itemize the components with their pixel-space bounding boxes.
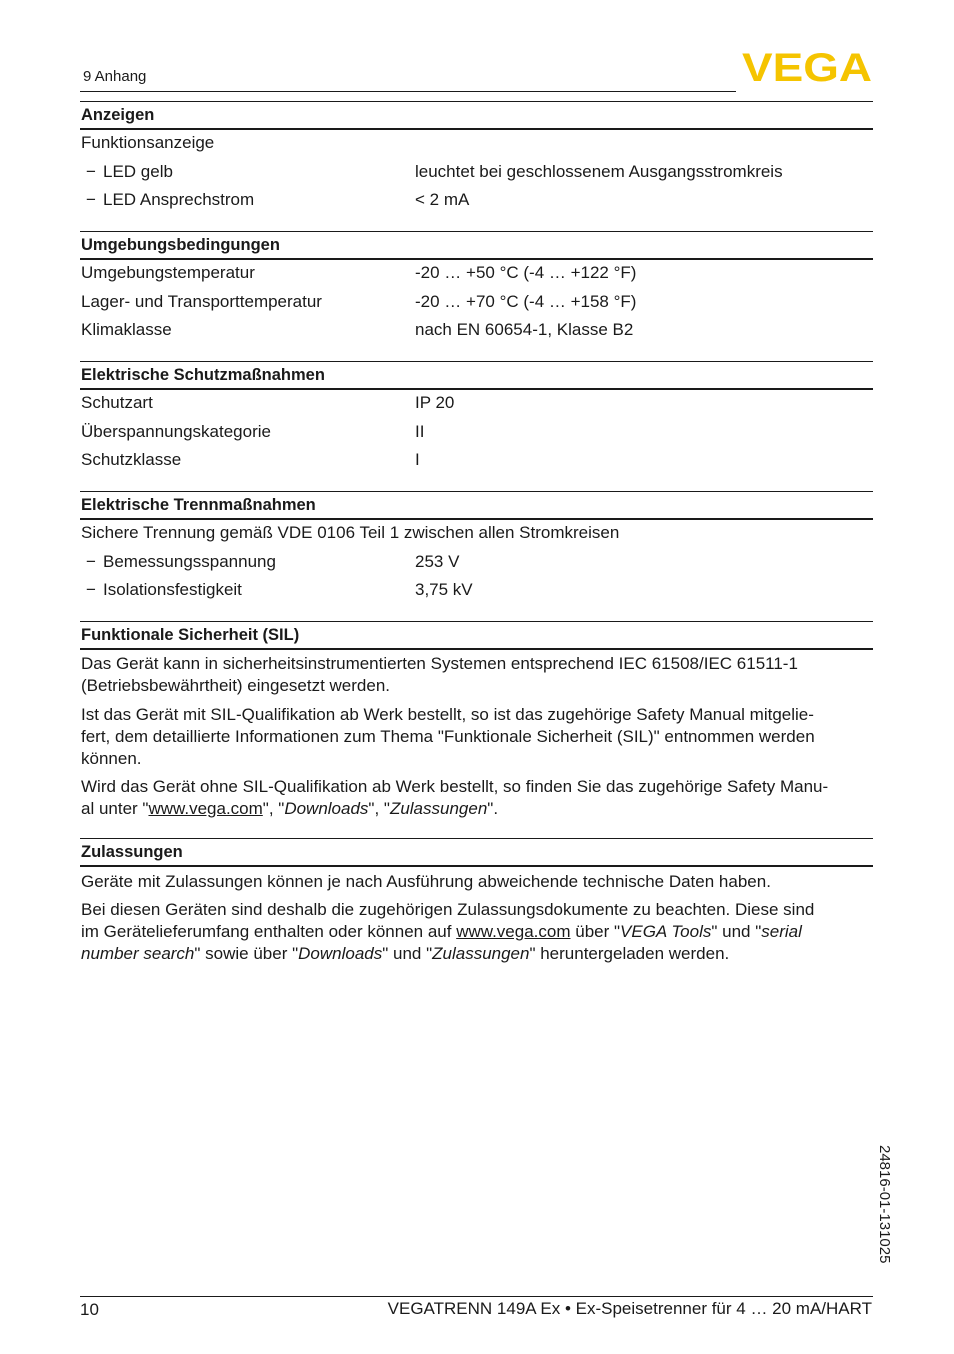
spec-label: − LED gelb — [86, 162, 173, 181]
section-header-schutz: Elektrische Schutzmaßnahmen — [80, 361, 873, 390]
vega-website-link[interactable]: www.vega.com — [456, 922, 571, 941]
anzeigen-intro: Funktionsanzeige — [81, 133, 215, 152]
sil-paragraph-2: Ist das Gerät mit SIL-Qualifikation ab Werk bestellt, so ist das zugehörige Safety Manual mitgelie- fert, dem detaillierte Informationen zum Thema "Funktionale Sicherheit (SIL)" entnommen werden können. — [81, 705, 815, 768]
section-header-sil: Funktionale Sicherheit (SIL) — [80, 621, 873, 650]
header-rule — [80, 91, 736, 92]
zul-paragraph-2: Bei diesen Geräten sind deshalb die zugehörigen Zulassungsdokumente zu beachten. Diese sind im Gerätelieferumfang enthalten oder können auf www.vega.com über "VEGA Tools" und "serial number search" sowie über "Downloads" und "Zulassungen" heruntergeladen werden. — [81, 900, 815, 963]
spec-value: nach EN 60654-1, Klasse B2 — [415, 320, 634, 339]
spec-label: Schutzart — [81, 393, 153, 412]
spec-value: I — [415, 450, 420, 469]
logo-text: VEGA — [742, 50, 872, 84]
zul-paragraph-1: Geräte mit Zulassungen können je nach Ausführung abweichende technische Daten haben. — [81, 872, 771, 891]
sil-paragraph-3: Wird das Gerät ohne SIL-Qualifikation ab Werk bestellt, so finden Sie das zugehörige Safety Manu- al unter "www.vega.com", "Downloads", "Zulassungen". — [81, 777, 829, 818]
spec-label: Umgebungstemperatur — [81, 263, 255, 282]
header-section-label: 9 Anhang — [83, 68, 147, 85]
spec-label: Überspannungskategorie — [81, 422, 271, 441]
vega-logo — [742, 50, 874, 84]
section-header-umgebung: Umgebungsbedingungen — [80, 231, 873, 260]
vega-website-link[interactable]: www.vega.com — [148, 799, 263, 818]
spec-value: II — [415, 422, 425, 441]
sil-paragraph-1: Das Gerät kann in sicherheitsinstrumentierten Systemen entsprechend IEC 61508/IEC 61511-1 (Betriebsbewährtheit) eingesetzt werden. — [81, 654, 798, 695]
spec-value: -20 … +50 °C (-4 … +122 °F) — [415, 263, 637, 282]
section-header-zulassungen: Zulassungen — [80, 838, 873, 867]
spec-value: -20 … +70 °C (-4 … +158 °F) — [415, 292, 637, 311]
spec-value: 253 V — [415, 552, 460, 571]
trenn-intro: Sichere Trennung gemäß VDE 0106 Teil 1 zwischen allen Stromkreisen — [81, 523, 620, 542]
spec-value: < 2 mA — [415, 190, 470, 209]
spec-label: − Isolationsfestigkeit — [86, 580, 242, 599]
document-code: 24816-01-131025 — [876, 1145, 893, 1264]
footer-title: VEGATRENN 149A Ex • Ex-Speisetrenner für 4 … 20 mA/HART — [387, 1299, 872, 1318]
spec-value: leuchtet bei geschlossenem Ausgangsstromkreis — [415, 162, 783, 181]
page-number: 10 — [80, 1300, 99, 1319]
spec-label: Schutzklasse — [81, 450, 182, 469]
spec-label: Klimaklasse — [81, 320, 172, 339]
footer-rule — [80, 1296, 873, 1297]
spec-label: Lager- und Transporttemperatur — [81, 292, 322, 311]
spec-label: − LED Ansprechstrom — [86, 190, 255, 209]
section-header-anzeigen: Anzeigen — [80, 101, 873, 130]
spec-value: IP 20 — [415, 393, 455, 412]
spec-value: 3,75 kV — [415, 580, 473, 599]
section-header-trenn: Elektrische Trennmaßnahmen — [80, 491, 873, 520]
spec-label: − Bemessungsspannung — [86, 552, 276, 571]
